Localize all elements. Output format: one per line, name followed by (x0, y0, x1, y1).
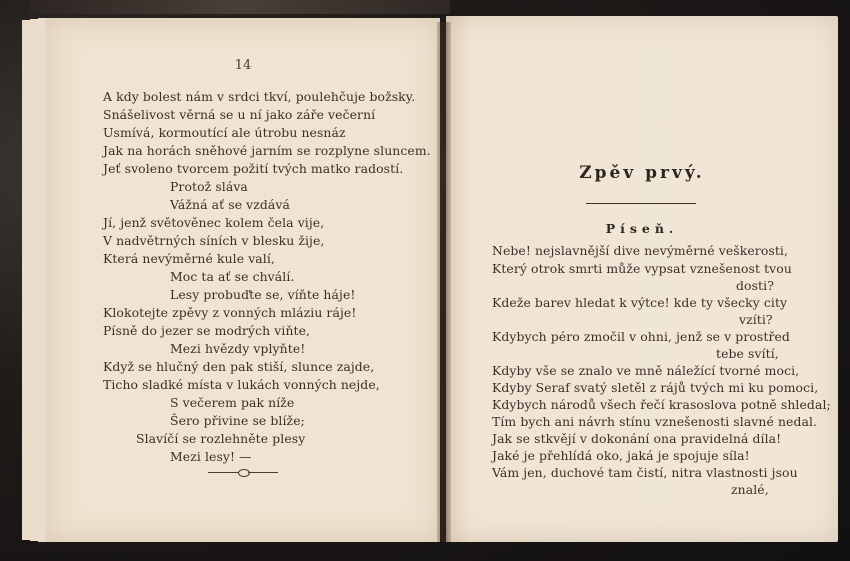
poem-line: Kdyby Seraf svatý sletěl z rájů tvých mi ku pomoci, (492, 380, 819, 395)
poem-line: Kdybych péro zmočil v ohni, jenž se v prostřed (492, 329, 790, 344)
poem-line: V nadvětrných síních v blesku žije, (103, 233, 325, 248)
poem-line: Který otrok smrti může vypsat vznešenost tvou (492, 261, 792, 276)
poem-line: Ticho sladké místa v lukách vonných nejde, (103, 377, 380, 392)
right-page[interactable] (446, 16, 838, 542)
poem-line: Lesy probuďte se, víňte háje! (170, 287, 356, 302)
poem-line: Snášelivost věrná se u ní jako záře večerní (103, 107, 376, 122)
poem-line: Slavíčí se rozlehněte plesy (136, 431, 306, 446)
poem-line: Mezi hvězdy vplyňte! (170, 341, 306, 356)
poem-line: Písně do jezer se modrých viňte, (103, 323, 311, 338)
poem-line: Šero přivine se blíže; (170, 413, 305, 428)
title-rule (586, 203, 696, 204)
poem-line: Klokotejte zpěvy z vonných mláziu ráje! (103, 305, 357, 320)
poem-line: znalé, (731, 482, 769, 497)
poem-line: A kdy bolest nám v srdci tkví, poulehčuje božsky. (103, 89, 416, 104)
poem-line: Když se hlučný den pak stiší, slunce zajde, (103, 359, 375, 374)
poem-line: Vážná ať se vzdává (170, 197, 291, 212)
page-number: 14 (234, 58, 252, 73)
song-title: Píseň. (605, 221, 679, 236)
poem-line: Kdybych národů všech řečí krasoslova potně shledal; (492, 397, 831, 412)
poem-line: Kdeže barev hledat k výtce! kde ty všecky city (492, 295, 788, 310)
poem-line: Která nevýměrné kule valí, (103, 251, 275, 266)
ornament-divider (208, 468, 278, 478)
poem-line: Nebe! nejslavnější dive nevýměrné veškerosti, (492, 243, 789, 258)
poem-line: Moc ta ať se chválí. (170, 269, 295, 284)
left-page[interactable] (46, 18, 440, 542)
cover-edge (30, 0, 450, 14)
poem-line: tebe svítí, (716, 346, 779, 361)
poem-line: Jak na horách sněhové jarním se rozplyne sluncem. (103, 143, 431, 158)
poem-line: Protož sláva (170, 179, 248, 194)
poem-line: Jí, jenž světověnec kolem čela vije, (103, 215, 325, 230)
poem-line: dosti? (736, 278, 774, 293)
poem-line: vzíti? (739, 312, 773, 327)
poem-line: S večerem pak níže (170, 395, 295, 410)
poem-line: Vám jen, duchové tam čistí, nitra vlastnosti jsou (492, 465, 798, 480)
chapter-title: Zpěv prvý. (579, 163, 705, 183)
poem-line: Tím bych ani návrh stínu vznešenosti slavné nedal. (492, 414, 818, 429)
poem-line: Jeť svoleno tvorcem požití tvých matko radostí. (103, 161, 404, 176)
poem-line: Jaké je přehlídá oko, jaká je spojuje síla! (492, 448, 750, 463)
poem-line: Jak se stkvějí v dokonání ona pravidelná díla! (492, 431, 782, 446)
poem-line: Kdyby vše se znalo ve mně náležící tvorné moci, (492, 363, 800, 378)
poem-line: Usmívá, kormoutící ale útrobu nesnáz (103, 125, 346, 140)
book-spine (437, 22, 451, 542)
poem-line: Mezi lesy! — (170, 449, 252, 464)
